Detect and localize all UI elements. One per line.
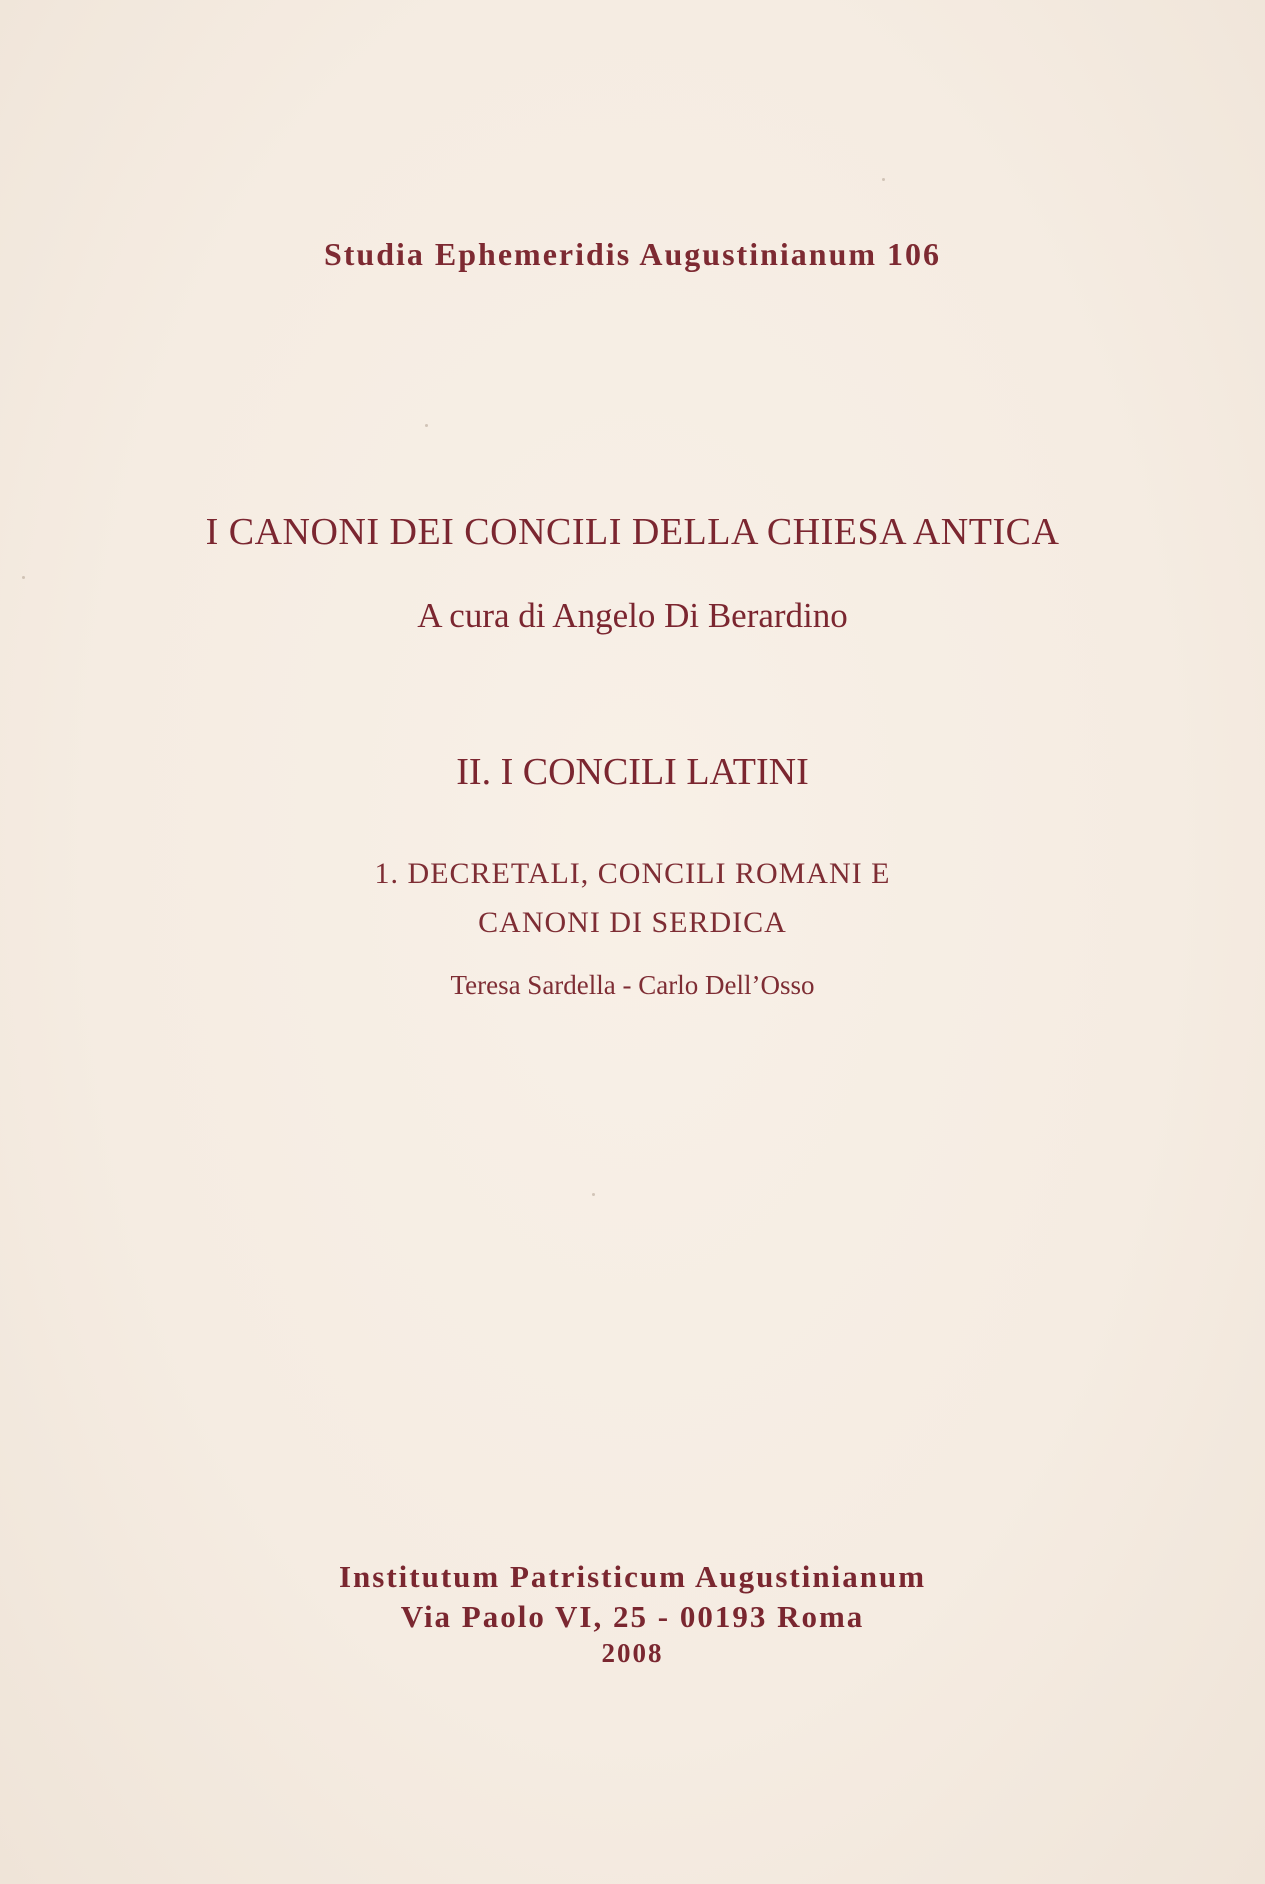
authors-line: Teresa Sardella - Carlo Dell’Osso — [450, 970, 815, 1000]
series-title: Studia Ephemeridis Augustinianum 106 — [323, 236, 942, 272]
publication-year: 2008 — [601, 1638, 664, 1668]
paper-speck — [425, 424, 428, 427]
paper-speck — [22, 576, 25, 579]
subtitle-line-2: CANONI DI SERDICA — [478, 906, 787, 939]
subtitle-line-1: 1. DECRETALI, CONCILI ROMANI E — [374, 857, 891, 890]
publisher-name: Institutum Patristicum Augustinianum — [338, 1559, 927, 1594]
editor-line: A cura di Angelo Di Berardino — [417, 596, 848, 635]
paper-speck — [592, 1193, 595, 1196]
volume-title: II. I CONCILI LATINI — [456, 751, 809, 793]
publisher-address: Via Paolo VI, 25 - 00193 Roma — [400, 1599, 865, 1634]
paper-speck — [882, 178, 885, 181]
book-title: I CANONI DEI CONCILI DELLA CHIESA ANTICA — [205, 511, 1060, 553]
